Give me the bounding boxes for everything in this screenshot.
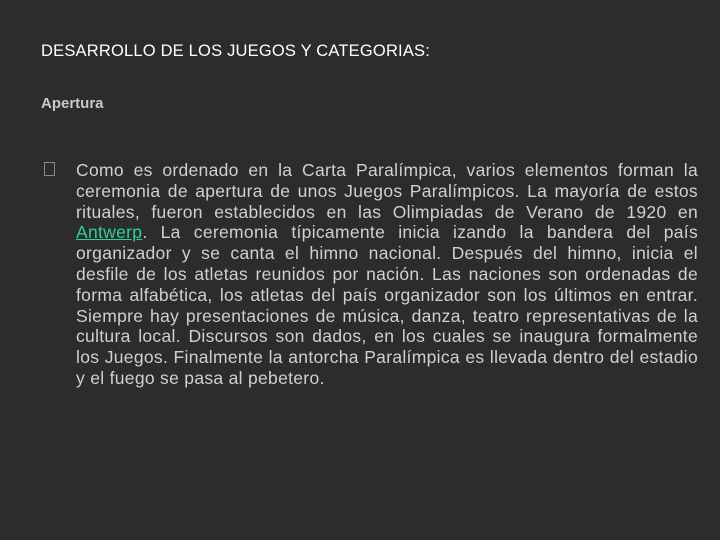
- bullet-paragraph: [76, 160, 698, 389]
- antwerp-link[interactable]: Antwerp: [76, 222, 143, 243]
- slide-title: DESARROLLO DE LOS JUEGOS Y CATEGORIAS:: [41, 42, 431, 60]
- paragraph-text-after-link: . La ceremonia típicamente inicia izando la bandera del país organizador y se canta el himno nacional. Después del himno, inicia el desfile de los atletas reunidos por nación. Las naciones son ordenadas de forma alfabética, los atletas del país organizador son los últimos en entrar. Siempre hay presentaciones de música, danza, teatro representativas de la cultura local. Discursos son dados, en los cuales se inaugura formalmente los Juegos. Finalmente la antorcha Paralímpica es llevada dentro del estadio y el fuego se pasa al pebetero.: [76, 222, 698, 388]
- section-heading: Apertura: [41, 95, 104, 112]
- bullet-box-icon: [44, 162, 55, 176]
- paragraph-text-before-link: Como es ordenado en la Carta Paralímpica, varios elementos forman la ceremonia de apertura de unos Juegos Paralímpicos. La mayoría de estos rituales, fueron establecidos en las Olimpiadas de Verano de 1920 en: [76, 160, 698, 222]
